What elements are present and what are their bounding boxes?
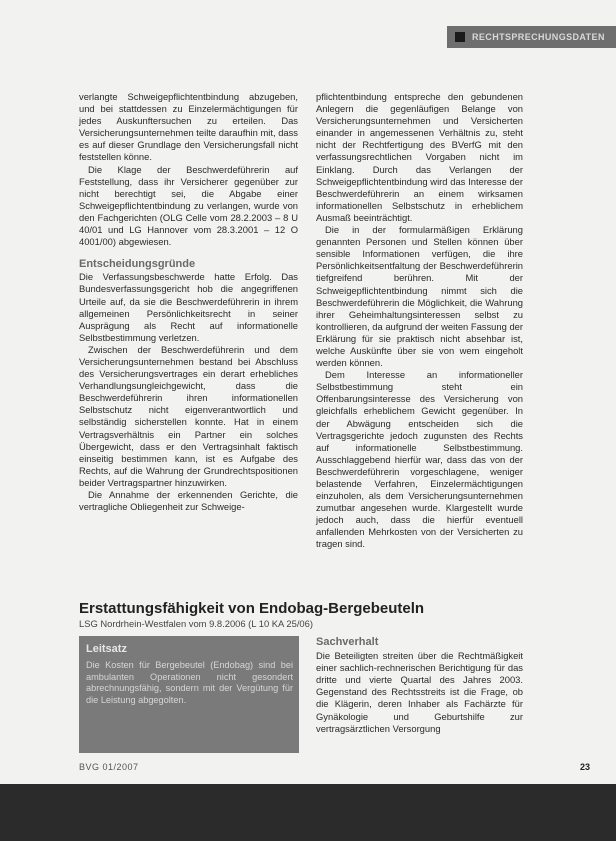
right-paragraph-1: pflichtentbindung entspreche den gebundenen Anlegern die gegenläufigen Belange von Versicherungsunternehmen und Versicherten einander in angemessenen Verhältnis zu, steht nicht der Rechtfertigung des BVerfG mit den verfassungsrechtlichen Vorgaben nicht im Einklang. Durch das Verlangen der Schweigepflichtentbindung wird das Interesse der Beschwerdeführerin an einem wirksamen informationellen Selbstschutz in erheblichem Ausmaß beeinträchtigt.: [316, 91, 523, 223]
leitsatz-box: [79, 636, 299, 753]
left-paragraph-2: Die Klage der Beschwerdeführerin auf Feststellung, dass ihr Versicherer gegenüber zur nicht berechtigt sei, die Abgabe einer Schweigepflichtentbindung zu verlangen, wurde von den Fachgerichten (OLG Celle vom 28.2.2003 – 8 U 40/01 und LG Hannover vom 28.3.2001 – 12 O 4001/00) abgewiesen.: [79, 163, 298, 248]
article-title: Erstattungsfähigkeit von Endobag-Bergebeuteln: [79, 600, 425, 617]
section-heading-entscheidungsgruende: Entscheidungsgründe: [79, 258, 196, 271]
right-paragraph-3: Dem Interesse an informationeller Selbstbestimmung steht ein Offenbarungsinteresse des Versicherung von gleichfalls erheblichem Gewicht gegenüber. In der Abwägung entscheiden sich die Vertragsgerichte jedoch zugunsten des Rechts auf informationelle Selbstbestimmung. Ausschlaggebend hierfür war, dass das von der Beschwerdeführerin vorgeschlagene, weniger belastende Verfahren, Einzelermächtigungen einzuholen, als dem Versicherungsunternehmen zumutbar angesehen wurde. Klargestellt wurde jedoch auch, dass die hierfür eventuell anfallenden Mehrkosten von der Versicherten zu tragen sind.: [316, 369, 523, 550]
scan-bottom-shadow: [0, 784, 616, 841]
footer-issue: BVG 01/2007: [79, 762, 139, 772]
right-paragraph-2: Die in der formularmäßigen Erklärung genannten Personen und Stellen können über sensible Informationen verfügen, die ihre Persönlichkeitsentfaltung der Beschwerdeführerin tiefgreifend berühren. Mit der Schweigepflichtentbindung nimmt sich die Beschwerdeführerin die Möglichkeit, die Wahrung ihrer Geheimhaltungsinteressen selbst zu kontrollieren, da aufgrund der weiten Fassung der Erklärung für sie praktisch nicht absehbar ist, welche Auskünfte über sie von wem eingeholt werden können.: [316, 224, 523, 369]
section-heading-sachverhalt: Sachverhalt: [316, 636, 379, 648]
left-paragraph-5: Die Annahme der erkennenden Gerichte, die vertragliche Obliegenheit zur Schweige-: [79, 489, 298, 513]
header-square-marker: [455, 32, 465, 42]
left-column: [79, 91, 298, 513]
right-column: [316, 91, 523, 551]
article-subtitle: LSG Nordrhein-Westfalen vom 9.8.2006 (L 10 KA 25/06): [79, 618, 313, 629]
leitsatz-heading: Leitsatz: [86, 643, 127, 655]
sachverhalt-section: [316, 636, 523, 735]
leitsatz-text: Die Kosten für Bergebeutel (Endobag) sind bei ambulanten Operationen nicht gesondert abrechnungsfähig, sondern mit der Vergütung für die Leistung abgegolten.: [86, 660, 293, 705]
section-header-tab: [447, 26, 616, 48]
section-label: RECHTSPRECHUNGSDATEN: [472, 32, 605, 42]
left-paragraph-3: Die Verfassungsbeschwerde hatte Erfolg. Das Bundesverfassungsgericht hob die angegriffenen Urteile auf, da sie die Beschwerdeführerin in ihrem allgemeinen Persönlichkeitsrecht in seiner Ausprägung als Recht auf informationelle Selbstbestimmung verletzen.: [79, 271, 298, 343]
page-number: 23: [580, 762, 591, 772]
left-paragraph-4: Zwischen der Beschwerdeführerin und dem Versicherungsunternehmen bestand bei Abschluss des Versicherungsvertrages ein derart erhebliches Verhandlungsungleichgewicht, dass die Beschwerdeführerin ihren informationellen Selbstschutz nicht eigenverantwortlich und selbständig sicherstellen konnte. Hat in einem Vertragsverhältnis ein Partner ein solches Übergewicht, dass er den Vertragsinhalt faktisch einseitig bestimmen kann, ist es Aufgabe des Rechts, auf die Wahrung der Grundrechtspositionen beider Vertragspartner hinzuwirken.: [79, 343, 298, 488]
sachverhalt-text: Die Beteiligten streiten über die Rechtmäßigkeit einer sachlich-rechnerischen Berichtigung für das dritte und vierte Quartal des Jahres 2003. Gegenstand des Rechtsstreits ist die Frage, ob die Klägerin, deren Inhaber als Fachärzte für Gynäkologie und Geburtshilfe zur vertragsärztlichen Versorgung: [316, 650, 523, 734]
left-paragraph-1: verlangte Schweigepflichtentbindung abzugeben, und bei stattdessen zu Einzelermächtigungen für jedes Auskunftersuchen zu erteilen. Das Versicherungsunternehmen teilte daraufhin mit, dass es auf dieser Grundlage den Versicherungsfall nicht feststellen könne.: [79, 91, 298, 163]
